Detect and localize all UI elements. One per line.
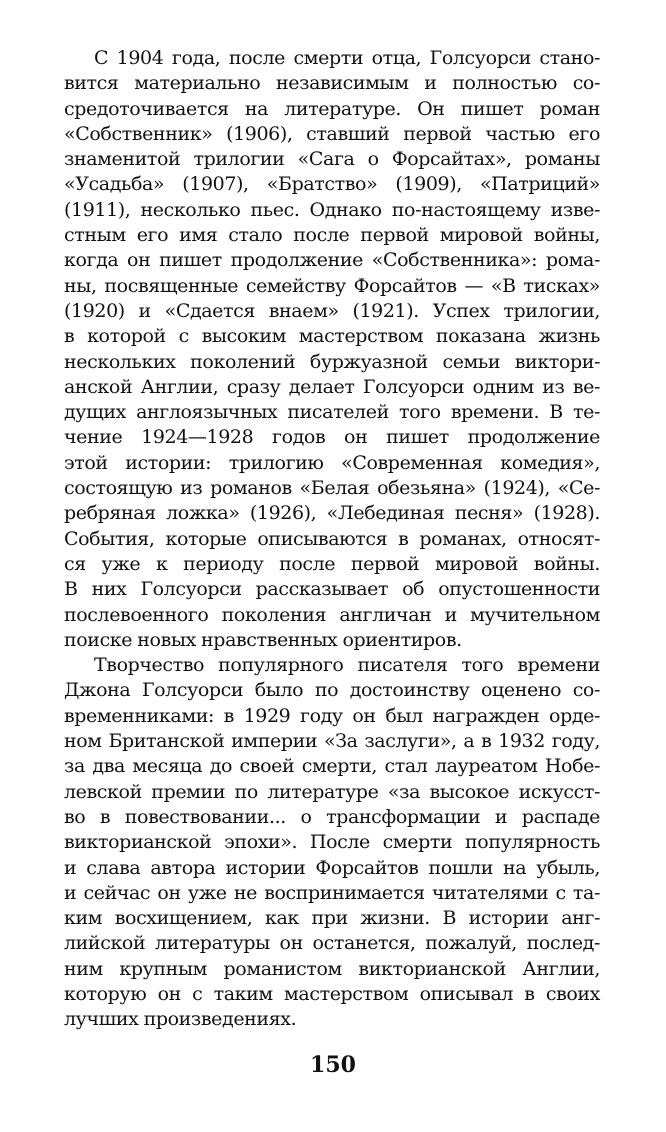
text-line: в которой с высоким мастерством показана жизнь — [64, 325, 600, 348]
text-line: дущих англоязычных писателей того времени. В те- — [64, 401, 600, 424]
text-line: Джона Голсуорси было по достоинству оценено со- — [64, 679, 600, 702]
text-line: «Усадьба» (1907), «Братство» (1909), «Патриций» — [64, 173, 600, 196]
text-line: знаменитой трилогии «Сага о Форсайтах», романы — [64, 148, 600, 171]
text-line: ребряная ложка» (1926), «Лебединая песня» (1928). — [64, 502, 600, 525]
page-body — [64, 46, 600, 1033]
text-line: ся уже к периоду после первой мировой войны. — [64, 552, 600, 575]
text-line: временниками: в 1929 году он был награжден орде- — [64, 704, 600, 727]
text-line: (1920) и «Сдается внаем» (1921). Успех трилогии, — [64, 299, 600, 322]
page-number: 150 — [310, 1052, 356, 1078]
text-line: викторианской эпохи». После смерти популярность — [64, 831, 600, 854]
text-line: Творчество популярного писателя того времени — [94, 654, 600, 677]
text-line: лийской литературы он останется, пожалуй, послед- — [64, 932, 600, 955]
text-line: и слава автора истории Форсайтов пошли на убыль, — [64, 856, 600, 879]
text-line: послевоенного поколения англичан и мучительном — [64, 603, 600, 626]
text-line: События, которые описываются в романах, относят- — [64, 527, 600, 550]
text-line: В них Голсуорси рассказывает об опустошенности — [64, 578, 600, 601]
text-line: анской Англии, сразу делает Голсуорси одним из ве- — [64, 375, 600, 398]
text-line: во в повествовании... о трансформации и распаде — [64, 805, 600, 828]
text-line: вится материально независимым и полностью со- — [64, 72, 600, 95]
text-line: за два месяца до своей смерти, стал лауреатом Нобе- — [64, 755, 600, 778]
text-line: средоточивается на литературе. Он пишет роман — [64, 97, 600, 120]
text-line: поиске новых нравственных ориентиров. — [64, 628, 462, 651]
text-line: состоящую из романов «Белая обезьяна» (1924), «Се- — [64, 477, 600, 500]
text-line: ном Британской империи «За заслуги», а в 1932 году, — [64, 730, 600, 753]
text-line: С 1904 года, после смерти отца, Голсуорси стано- — [94, 47, 600, 69]
text-line: и сейчас он уже не воспринимается читателями с та- — [64, 881, 600, 904]
text-line: ним крупным романистом викторианской Англии, — [64, 957, 600, 980]
text-line: чение 1924—1928 годов он пишет продолжение — [64, 426, 600, 449]
text-line: лучших произведениях. — [64, 1008, 297, 1031]
text-line: ким восхищением, как при жизни. В истории анг- — [64, 907, 600, 930]
paragraph-2 — [64, 653, 600, 1032]
text-line: ны, посвященные семейству Форсайтов — «В тисках» — [64, 274, 600, 297]
text-line: «Собственник» (1906), ставший первой частью его — [64, 122, 600, 145]
text-line: когда он пишет продолжение «Собственника»: рома- — [64, 249, 600, 272]
text-line: которую он с таким мастерством описывал в своих — [64, 982, 600, 1005]
text-line: этой истории: трилогию «Современная комедия», — [64, 451, 600, 474]
text-line: нескольких поколений буржуазной семьи виктори- — [64, 350, 600, 373]
text-line: (1911), несколько пьес. Однако по-настоящему изве- — [64, 198, 600, 221]
paragraph-1 — [64, 46, 600, 653]
text-line: левской премии по литературе «за высокое искусст- — [64, 780, 600, 803]
text-line: стным его имя стало после первой мировой войны, — [64, 224, 600, 247]
